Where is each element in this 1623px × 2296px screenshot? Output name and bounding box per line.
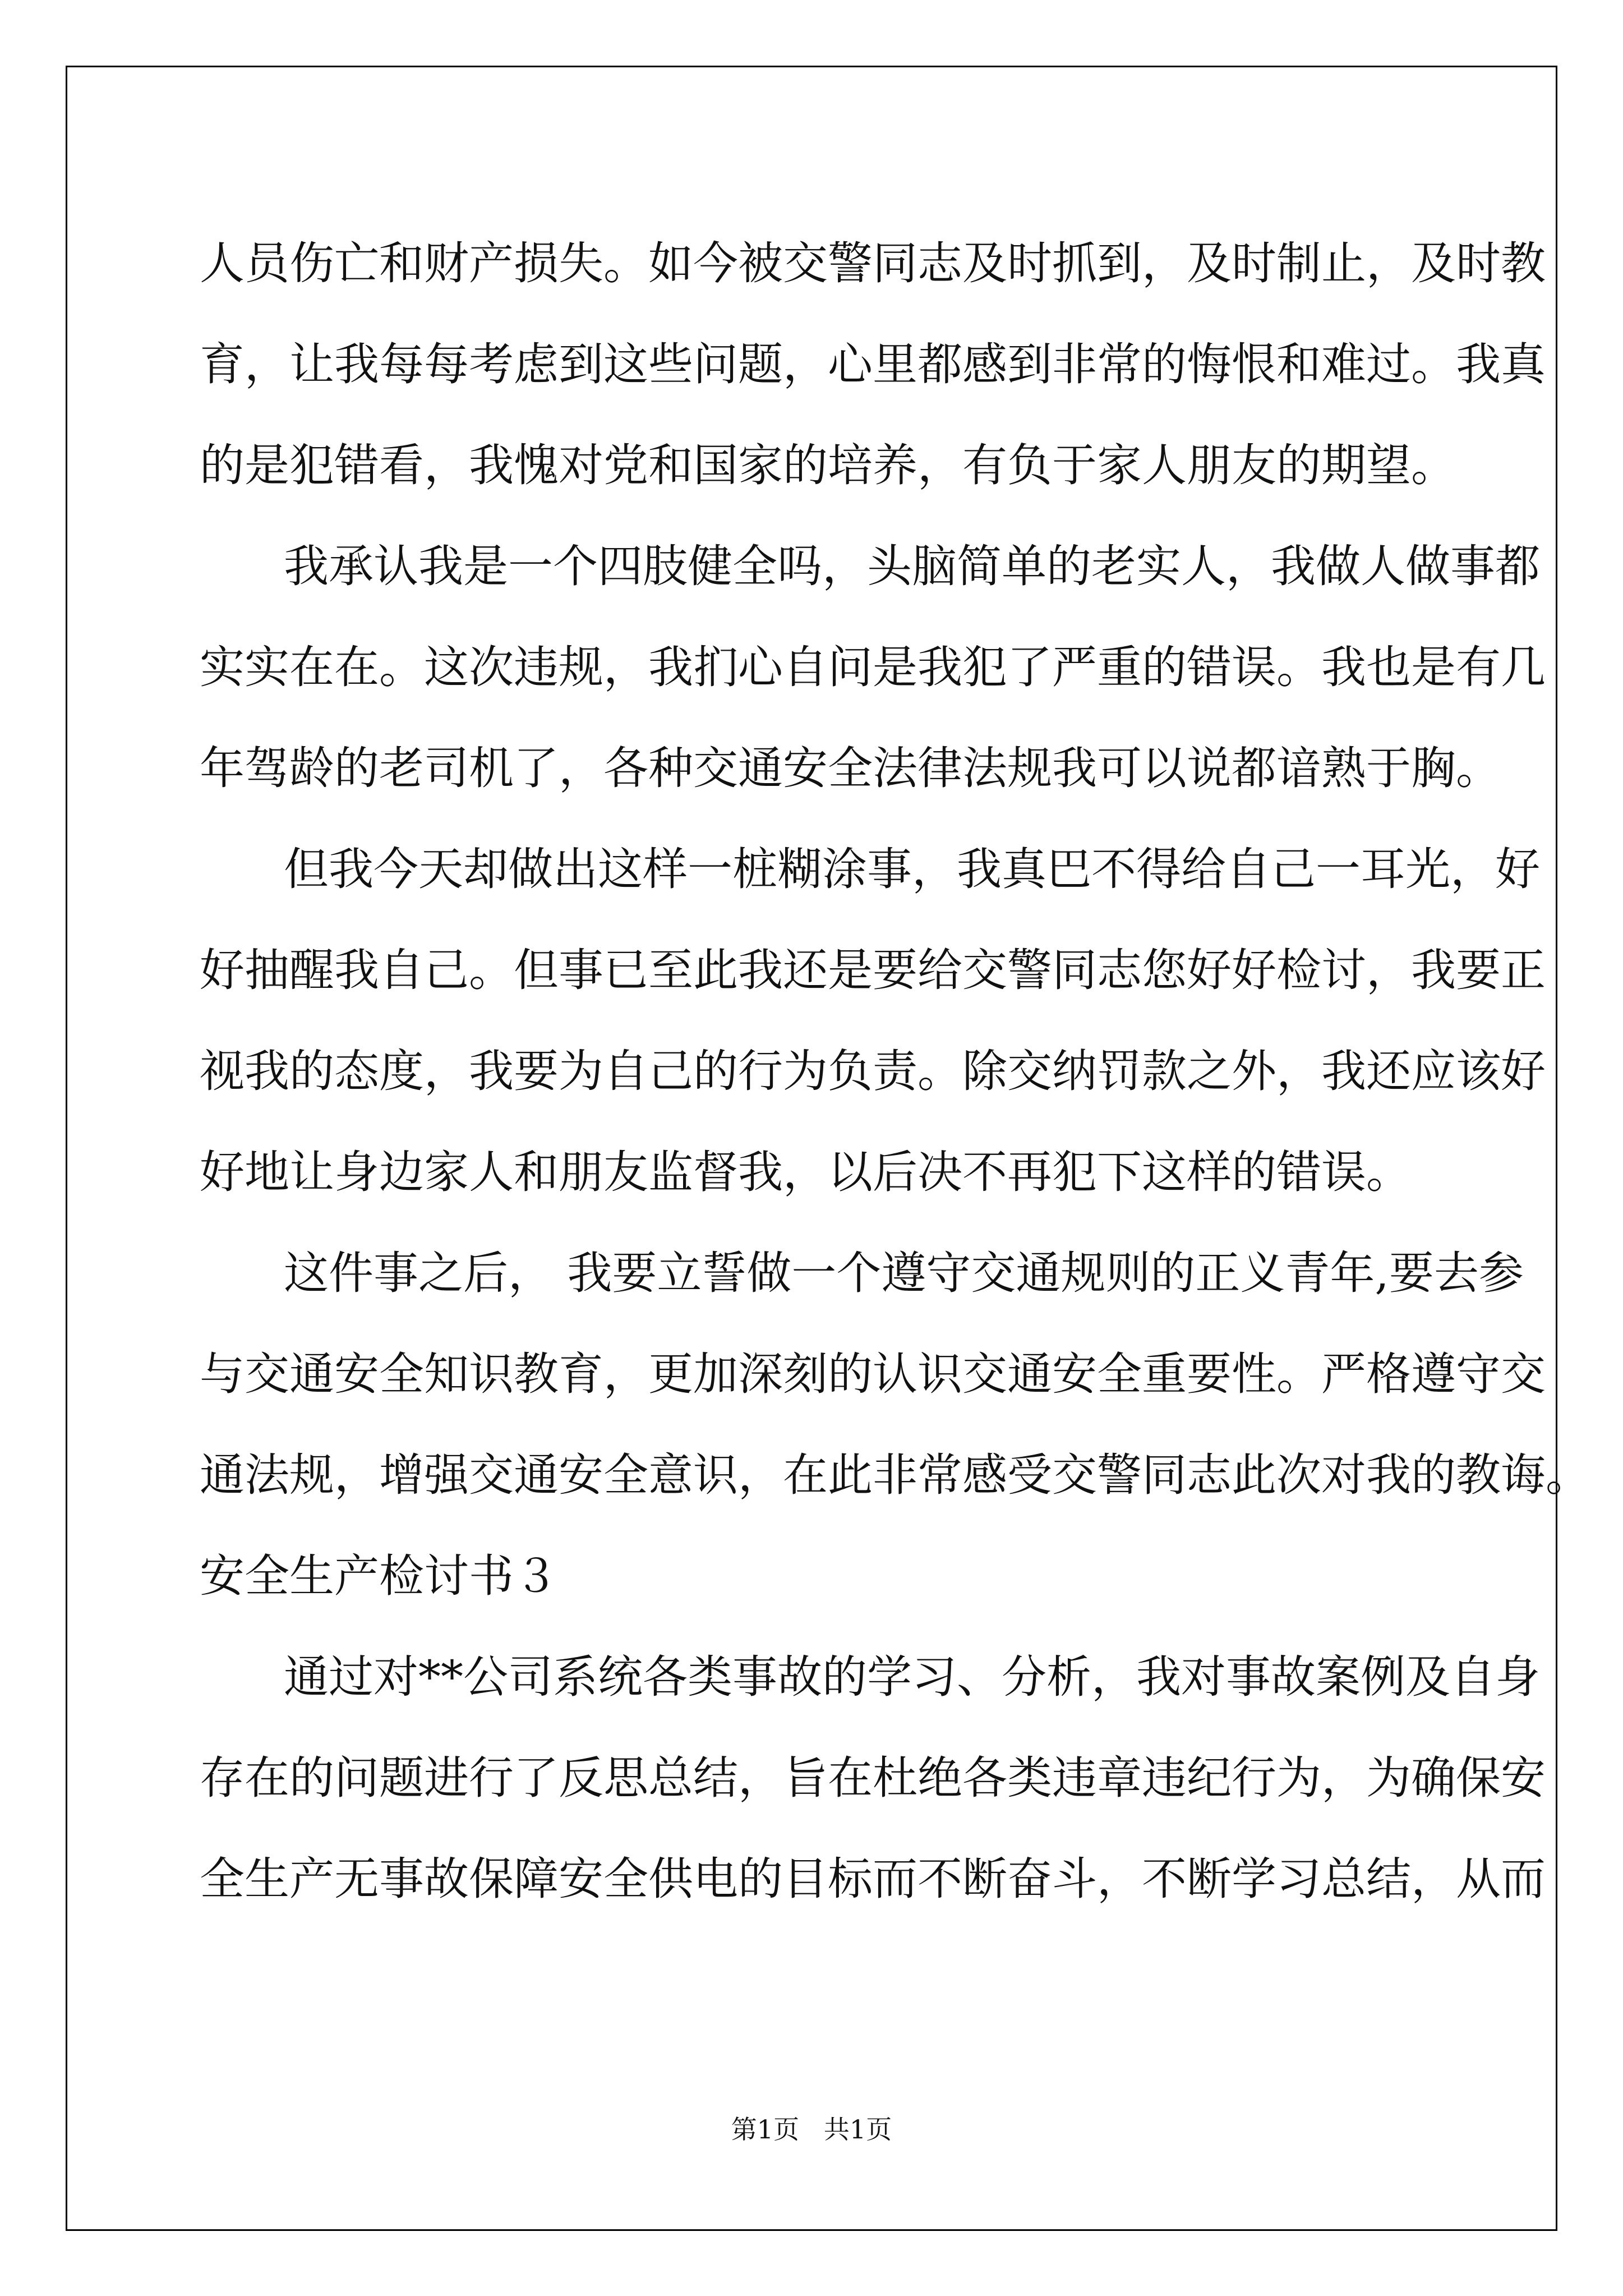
- text-line-2: 育，让我每每考虑到这些问题，心里都感到非常的悔恨和难过。我真: [200, 338, 1546, 390]
- text-line-13: 通法规，增强交通安全意识，在此非常感受交警同志此次对我的教诲。: [200, 1449, 1590, 1501]
- text-line-3: 的是犯错看，我愧对党和国家的培养，有负于家人朋友的期望。: [200, 439, 1456, 491]
- text-line-4: 我承认我是一个四肢健全吗，头脑简单的老实人，我做人做事都: [284, 540, 1540, 592]
- document-body: [200, 213, 1590, 1930]
- text-line-8: 好抽醒我自己。但事已至此我还是要给交警同志您好好检讨，我要正: [200, 944, 1546, 996]
- text-line-5: 实实在在。这次违规，我扪心自问是我犯了严重的错误。我也是有几: [200, 641, 1546, 693]
- text-line-10: 好地让身边家人和朋友监督我，以后决不再犯下这样的错误。: [200, 1146, 1411, 1198]
- text-line-17: 全生产无事故保障安全供电的目标而不断奋斗，不断学习总结，从而: [200, 1853, 1546, 1905]
- text-line-6: 年驾龄的老司机了，各种交通安全法律法规我可以说都谙熟于胸。: [200, 742, 1501, 794]
- text-line-7: 但我今天却做出这样一桩糊涂事，我真巴不得给自己一耳光，好: [284, 843, 1540, 895]
- text-line-9: 视我的态度，我要为自己的行为负责。除交纳罚款之外，我还应该好: [200, 1045, 1546, 1097]
- section-heading: 安全生产检讨书３: [200, 1550, 559, 1602]
- text-line-16: 存在的问题进行了反思总结，旨在杜绝各类违章违纪行为，为确保安: [200, 1752, 1546, 1804]
- text-line-12: 与交通安全知识教育，更加深刻的认识交通安全重要性。严格遵守交: [200, 1348, 1546, 1400]
- page-footer: 第1页 共1页: [731, 2114, 892, 2145]
- text-line-15: 通过对**公司系统各类事故的学习、分析，我对事故案例及自身: [284, 1651, 1540, 1703]
- text-line-11: 这件事之后， 我要立誓做一个遵守交通规则的正义青年,要去参: [284, 1247, 1524, 1299]
- text-line-1: 人员伤亡和财产损失。如今被交警同志及时抓到，及时制止，及时教: [200, 237, 1546, 289]
